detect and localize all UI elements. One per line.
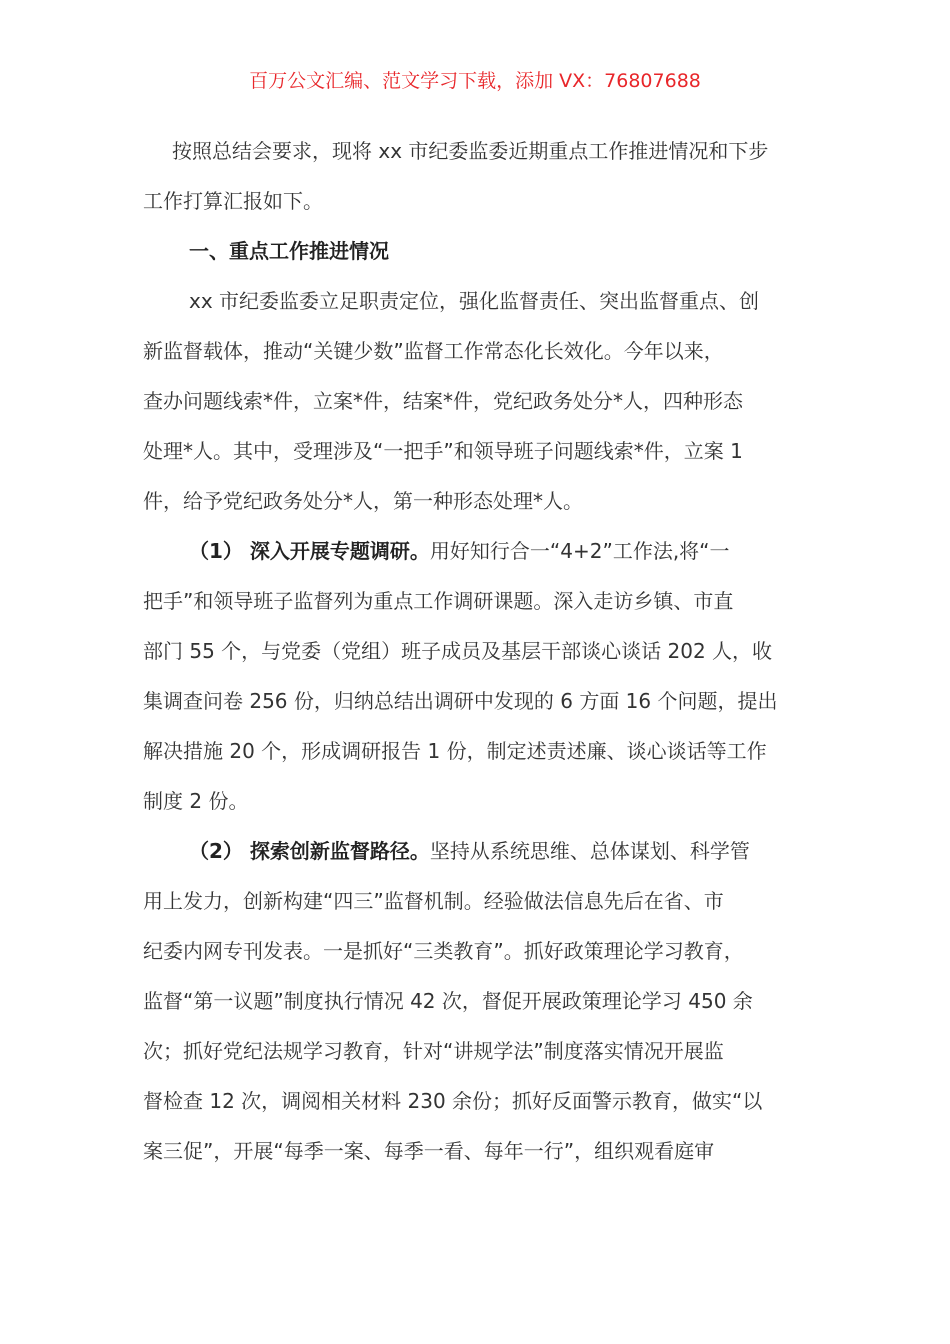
paragraph-line: xx 市纪委监委立足职责定位，强化监督责任、突出监督重点、创 xyxy=(189,289,760,313)
item1-first-line xyxy=(143,526,813,576)
paragraph-line: 集调查问卷 256 份，归纳总结出调研中发现的 6 方面 16 个问题，提出 xyxy=(143,689,778,713)
paragraph-line: 督检查 12 次，调阅相关材料 230 余份；抓好反面警示教育，做实“以 xyxy=(143,1089,763,1113)
paragraph-line: 解决措施 20 个，形成调研报告 1 份，制定述责述廉、谈心谈话等工作 xyxy=(143,739,767,763)
paragraph-line: 新监督载体，推动“关键少数”监督工作常态化长效化。今年以来， xyxy=(143,339,724,363)
section-heading-text: 一、重点工作推进情况 xyxy=(189,239,389,263)
item2-title: （2） 探索创新监督路径。 xyxy=(189,839,430,863)
paragraph-line: 监督“第一议题”制度执行情况 42 次，督促开展政策理论学习 450 余 xyxy=(143,989,753,1013)
intro-line: 工作打算汇报如下。 xyxy=(143,189,323,213)
paragraph-line: 把手”和领导班子监督列为重点工作调研课题。深入走访乡镇、市直 xyxy=(143,589,734,613)
item1-title: （1） 深入开展专题调研。 xyxy=(189,539,430,563)
paragraph-line: 用上发力，创新构建“四三”监督机制。经验做法信息先后在省、市 xyxy=(143,889,724,913)
paragraph-line: 制度 2 份。 xyxy=(143,789,249,813)
section-heading xyxy=(143,226,813,276)
item1-text: 用好知行合一“4+2”工作法,将“一 xyxy=(429,539,730,563)
paragraph-line: 查办问题线索*件，立案*件，结案*件，党纪政务处分*人，四种形态 xyxy=(143,389,743,413)
document-body xyxy=(143,126,813,1176)
item2-first-line xyxy=(143,826,813,876)
paragraph-line: 件，给予党纪政务处分*人，第一种形态处理*人。 xyxy=(143,489,583,513)
intro-line: 按照总结会要求，现将 xx 市纪委监委近期重点工作推进情况和下步 xyxy=(172,139,769,163)
item2-text: 坚持从系统思维、总体谋划、科学管 xyxy=(429,839,750,863)
paragraph-line: 案三促”，开展“每季一案、每季一看、每年一行”，组织观看庭审 xyxy=(143,1139,715,1163)
paragraph-line: 处理*人。其中，受理涉及“一把手”和领导班子问题线索*件，立案 1 xyxy=(143,439,743,463)
watermark-header: 百万公文汇编、范文学习下载，添加 VX：76807688 xyxy=(249,70,701,92)
paragraph-line: 部门 55 个，与党委（党组）班子成员及基层干部谈心谈话 202 人，收 xyxy=(143,639,773,663)
paragraph-line: 次；抓好党纪法规学习教育，针对“讲规学法”制度落实情况开展监 xyxy=(143,1039,724,1063)
paragraph-line: 纪委内网专刊发表。一是抓好“三类教育”。抓好政策理论学习教育， xyxy=(143,939,744,963)
